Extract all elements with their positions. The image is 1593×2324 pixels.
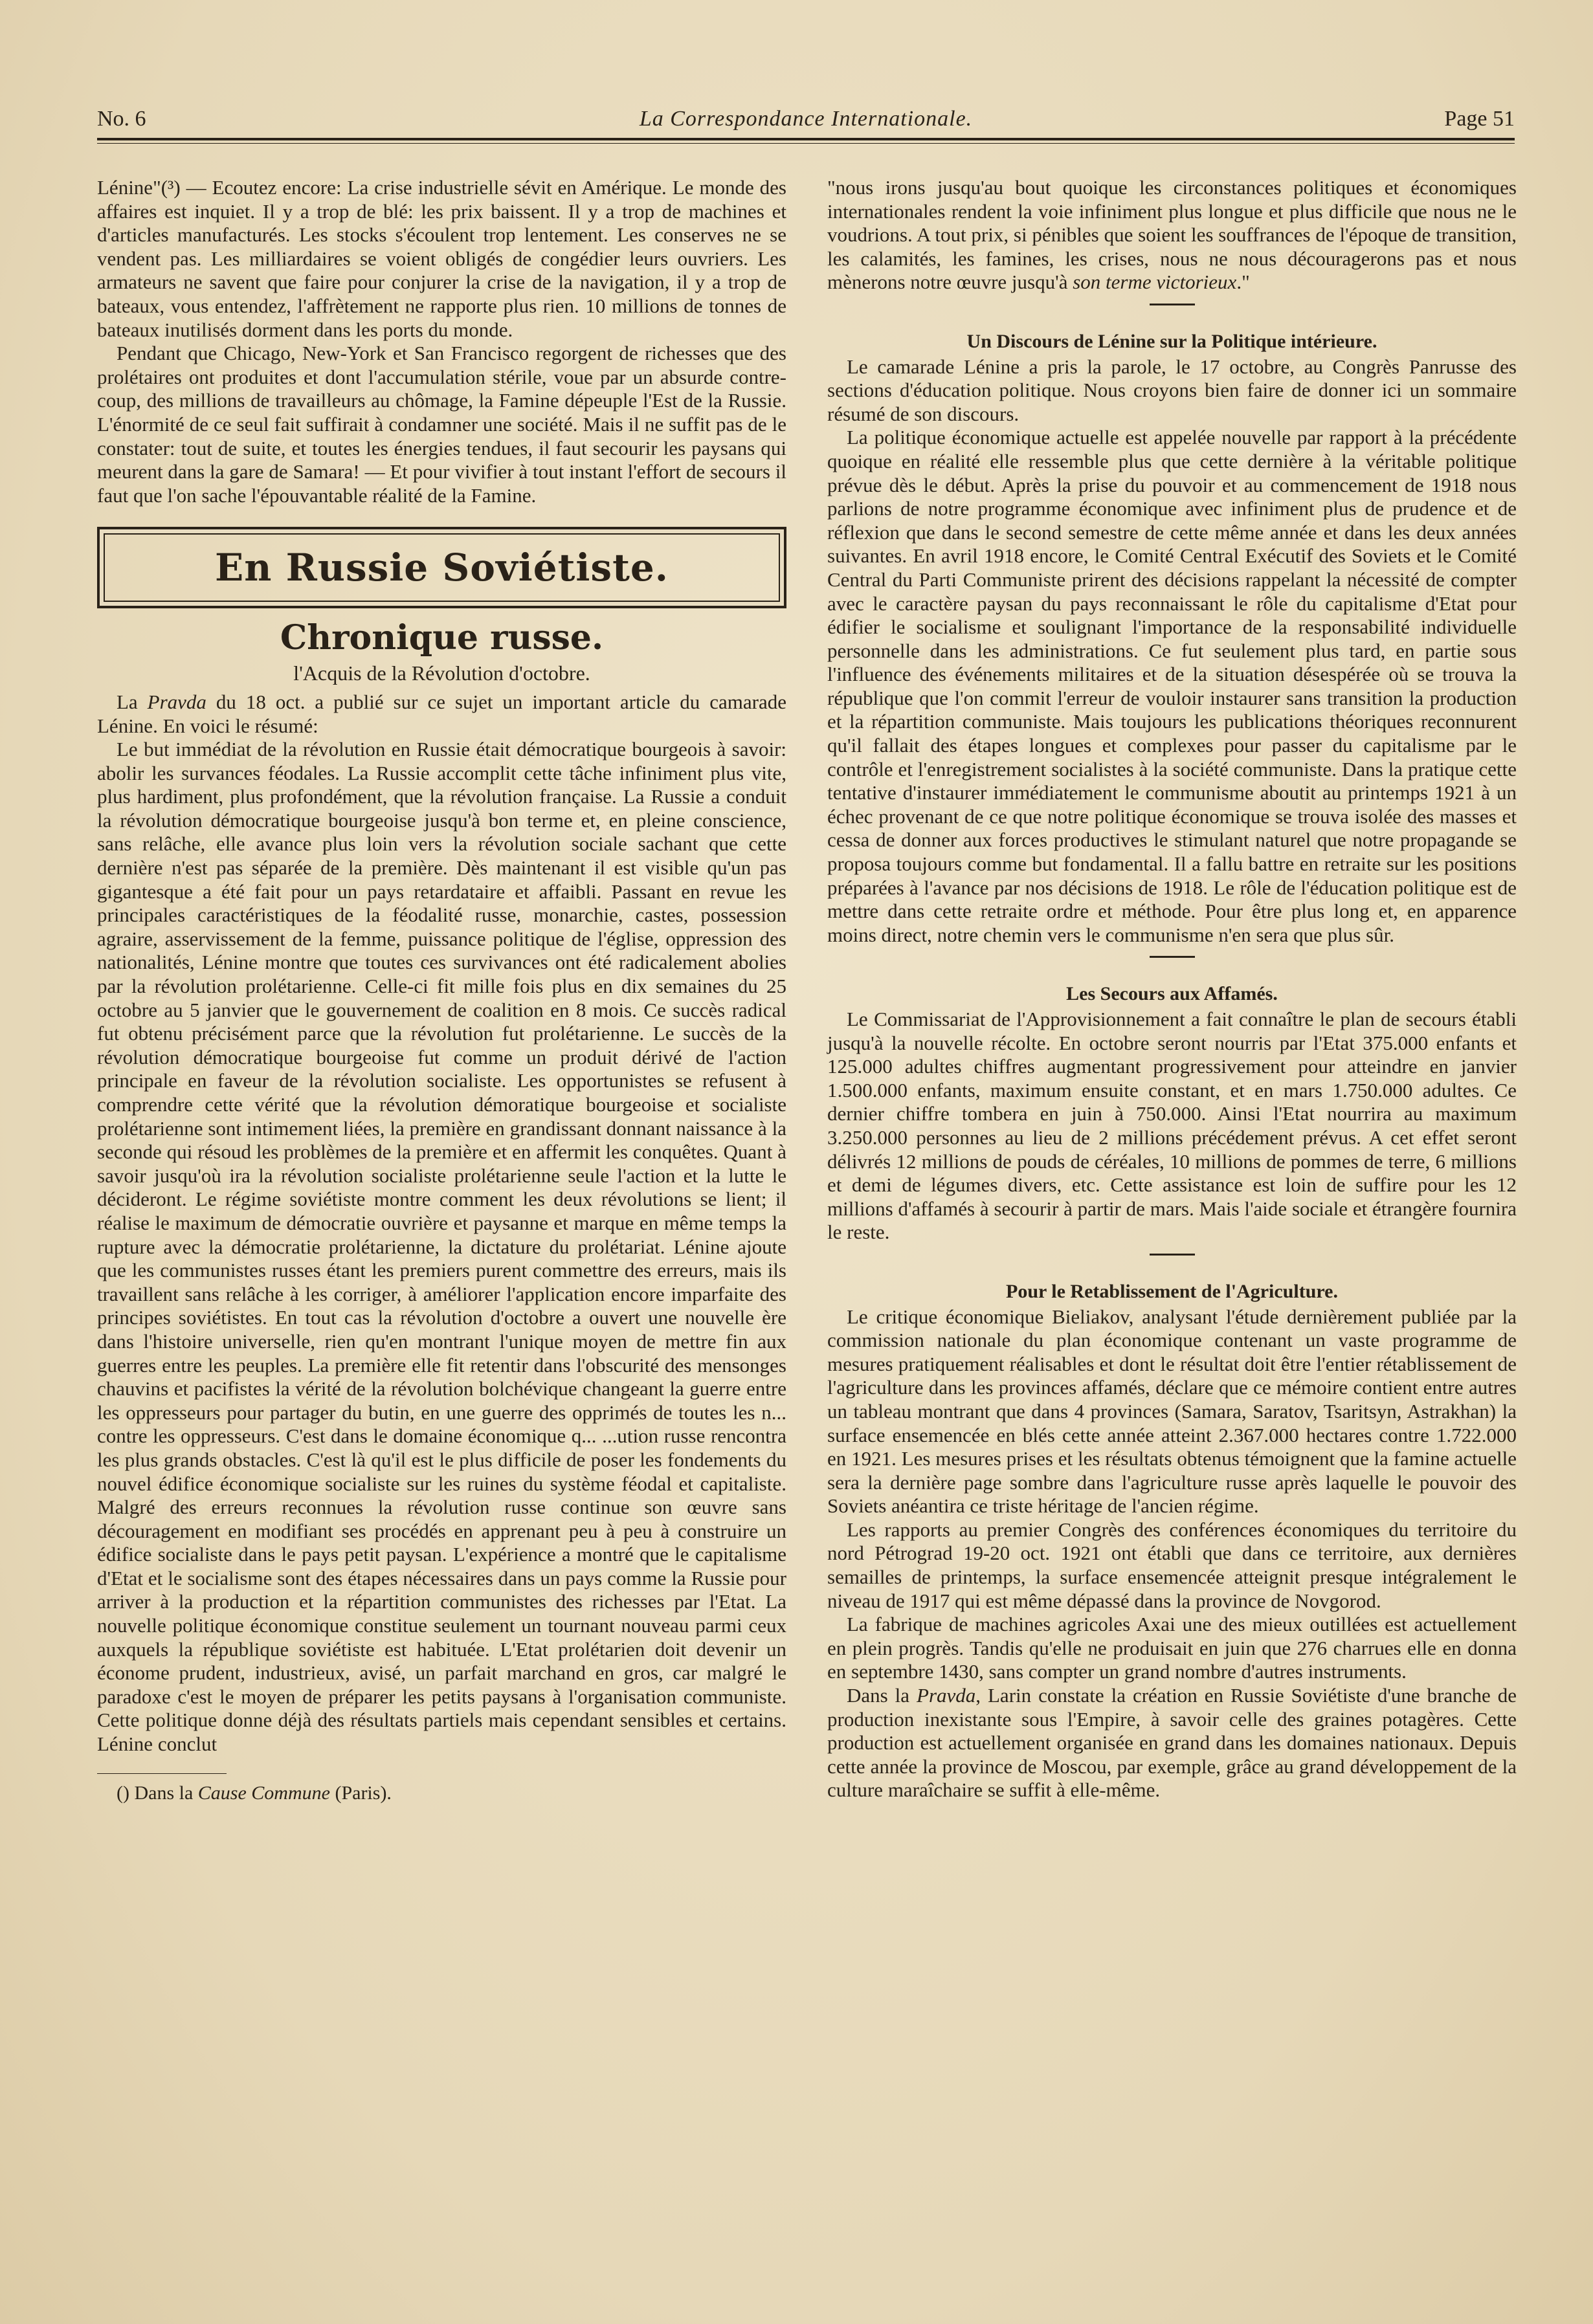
italic-run: Cause Commune bbox=[197, 1782, 330, 1804]
paragraph: Pendant que Chicago, New-York et San Francisco regorgent de richesses que des prolétaires ont produites et dont l'accumulation stérile, voue par un absurde contre-coup, des millions de travailleurs au chômage, la Famine dépeuple l'Est de la Russie. L'énormité de ce seul fait suffirait à condamner une société. Mais il ne suffit pas de le constater: tout de suite, et toutes les énergies tendues, il faut secourir les paysans qui meurent dans la gare de Samara! — Et pour vivifier à tout instant l'effort de secours il faut que l'on sache l'épouvantable réalité de la Famine. bbox=[97, 342, 786, 507]
paragraph: Les rapports au premier Congrès des conférences économiques du territoire du nord Pétrograd 19-20 oct. 1921 ont établi que dans ce territoire, aux dernières semailles de printemps, la surface ensemencée atteignit presque intégralement le niveau de 1917 qui est même dépassé dans la province de Novgorod. bbox=[827, 1518, 1517, 1612]
text-run: La bbox=[117, 690, 148, 713]
paragraph: Le camarade Lénine a pris la parole, le 17 octobre, au Congrès Panrusse des sections d'éducation politique. Nous croyons bien faire de donner ici un sommaire résumé de son discours. bbox=[827, 355, 1517, 425]
text-run: , Larin constate la création en Russie Soviétiste d'une branche de production inexistante sous l'Empire, à savoir celle des graines potagères. Cette production est actuellement organisée en grand dans les domaines nationaux. Depuis cette année la province de Moscou, par exemple, grâce au grand développement de la culture maraîchaire se suffit à elle-même. bbox=[827, 1684, 1517, 1802]
text-run: Dans la bbox=[847, 1684, 917, 1707]
italic-run: Pravda bbox=[147, 690, 206, 713]
separator-rule bbox=[1150, 956, 1195, 958]
section-heading: Pour le Retablissement de l'Agriculture. bbox=[1006, 1280, 1338, 1302]
separator-rule bbox=[1150, 1254, 1195, 1256]
issue-number: No. 6 bbox=[97, 107, 146, 131]
footnote bbox=[97, 1782, 786, 1806]
text-run: du 18 oct. a publié sur ce sujet un important article du camarade Lénine. En voici le résumé: bbox=[97, 690, 786, 737]
journal-title: La Correspondance Internationale. bbox=[639, 107, 973, 131]
paragraph bbox=[827, 176, 1517, 294]
article-title: Chronique russe. bbox=[280, 618, 604, 658]
separator-rule bbox=[1150, 304, 1195, 305]
paragraph: Le but immédiat de la révolution en Russie était démocratique bourgeois à savoir: abolir les survances féodales. La Russie accomplit cette tâche infiniment plus vite, plus hardiment, plus profondément, que la révolution française. La Russie a conduit la révolution démocratique bourgeoise jusqu'à bon terme et, en pleine conscience, sans relâche, elle avance plus loin vers la révolution sociale sachant que cette dernière n'est pas séparée de la première. Dès maintenant il est visible qu'un pas gigantesque a été fait pour un pays retardataire et affaibli. Passant en revue les principales caractéristiques de la féodalité russe, monarchie, castes, possession agraire, asservissement de la femme, puissance politique de l'église, oppression des nationalités, Lénine montre que toutes ces survivances ont été radicalement abolies par la révolution prolétarienne. Celle-ci fit mille fois plus en dix semaines du 25 octobre au 5 janvier que le gouvernement de coalition en 8 mois. Ce succès radical fut obtenu précisément parce que la révolution fut prolétarienne. Le succès de la révolution démocratique bourgeoise fut comme un produit dérivé de l'action principale en faveur de la révolution socialiste. Les opportunistes se refusent à comprendre cette vérité que la révolution démoratique bourgeoise et socialiste prolétarienne sont intimement liées, la première en grandissant donnant naissance à la seconde qui résoud les problèmes de la première et en affermit les conquêtes. Quant à savoir jusqu'où ira la révolution socialiste prolétarienne seule l'action et la lutte le décideront. Le régime soviétiste montre comment les deux révolutions se lient; il réalise le maximum de démocratie ouvrière et paysanne et marque en même temps la rupture avec la démocratie prolétarienne, la dictature du prolétariat. Lénine ajoute que les communistes russes étant les premiers purent commettre des erreurs, mais ils travaillent sans relâche à les corriger, à améliorer l'application encore imparfaite des principes soviétistes. En tout cas la révolution d'octobre a ouvert une nouvelle ère dans l'histoire universelle, rien qu'en montrant l'unique moyen de mettre fin aux guerres entre les peuples. La première elle fit retentir dans l'obscurité des mensonges chauvins et pacifistes la vérité de la révolution bolchévique changeant la guerre entre les oppresseurs pour partager du butin, en une guerre des opprimés de toutes les n... contre les oppresseurs. C'est dans le domaine économique q... ...ution russe rencontra les plus grands obstacles. C'est là qu'il est le plus difficile de poser les fondements du nouvel édifice économique socialiste sur les ruines du système féodal et capitaliste. Malgré des erreurs reconnues la révolution russe continue son œuvre sans découragement en modifiant ses procédés en apprenant peu à peu à construire un édifice socialiste dans le pays petit paysan. L'expérience a montré que le capitalisme d'Etat et le socialisme sont des étapes nécessaires dans un pays comme la Russie pour arriver à la production et la répartition communistes des richesses par l'Etat. La nouvelle politique économique constitue seulement un tournant nouveau parmi ceux auxquels la république soviétiste est habituée. L'Etat prolétarien doit devenir un économe prudent, industrieux, avisé, un parfait marchand en gros, car malgré le paradoxe c'est le moyen de préparer les petits paysans à l'organisation communiste. Cette politique donne déjà des résultats partiels mais cependant sensibles et certains. Lénine conclut bbox=[97, 738, 786, 1756]
header-rule-thin bbox=[97, 143, 1515, 144]
italic-run: Pravda bbox=[917, 1684, 976, 1707]
footnote-rule bbox=[97, 1773, 227, 1774]
paragraph: La politique économique actuelle est appelée nouvelle par rapport à la précédente quoique en réalité elle ressemble plus que cette dernière à la véritable politique prévue dès le début. Après la prise du pouvoir et au commencement de 1918 nous parlions de notre programme économique avec infiniment plus de prudence et de réflexion que dans le second semestre de cette même année et dans les deux années suivantes. En avril 1918 encore, le Comité Central Exécutif des Soviets et le Comité Central du Parti Communiste prirent des décisions rappelant la nécessité de compter avec le caractère paysan du pays reconnaissant le rôle du capitalisme d'Etat pour édifier le socialisme et soulignant l'importance de la responsabilité individuelle personnelle dans les administrations. Ce fut seulement plus tard, en partie sous l'influence des événements militaires et de la situation désespérée où se trouva la république que l'on commit l'erreur de vouloir instaurer sans transition la production et la répartition communiste. Mais toujours les publications théoriques reconnurent qu'il fallait des étapes longues et complexes pour passer du capitalisme par le contrôle et l'enregistrement socialistes à la société communiste. Dans la pratique cette tentative d'instaurer immédiatement le communisme aboutit au printemps 1921 à un échec provenant de ce que notre politique économique se trouva isolée des masses et cessa de donner aux forces productives le stimulant naturel que notre propagande se proposa toujours comme but fondamental. Il a fallu battre en retraite sur les positions préparées à l'avance par nos décisions de 1918. Le rôle de l'éducation politique est de mettre dans cette retraite ordre et méthode. Pour être plus long et, en apparence moins direct, notre chemin vers le communisme n'en sera que plus sûr. bbox=[827, 426, 1517, 946]
banner-title: En Russie Soviétiste. bbox=[215, 546, 669, 590]
paragraph bbox=[97, 691, 786, 738]
paragraph: La fabrique de machines agricoles Axai une des mieux outillées est actuellement en plein progrès. Tandis qu'elle ne produisait en juin que 276 charrues elle en donna en septembre 1430, sans compter un grand nombre d'autres instruments. bbox=[827, 1613, 1517, 1683]
left-column bbox=[97, 176, 786, 1805]
right-column bbox=[827, 176, 1517, 1802]
text-run: "nous irons jusqu'au bout quoique les circonstances politiques et économiques internationales rendent la voie infiniment plus longue et plus difficile que nous ne le voudrions. A tout prix, si pénibles que soient les souffrances de l'époque de transition, les calamités, les famines, les crises, nous ne nous découragerons pas et nous mènerons notre œuvre jusqu'à bbox=[827, 176, 1517, 294]
text-run: (Paris). bbox=[329, 1782, 392, 1804]
italic-run: son terme victorieux bbox=[1073, 271, 1237, 294]
paragraph: Le Commissariat de l'Approvisionnement a fait connaître le plan de secours établi jusqu'à la nouvelle récolte. En octobre seront nourris par l'Etat 375.000 enfants et 125.000 adultes chiffres augmentant progressivement pour atteindre en janvier 1.500.000 enfants, maximum ensuite constant, et en mars 1.750.000 adultes. Ce dernier chiffre tombera en juin à 750.000. Ainsi l'Etat nourrira au maximum 3.250.000 personnes au lieu de 2 millions précédement prévus. A cet effet seront délivrés 12 millions de pouds de céréales, 10 millions de pommes de terre, 6 millions et demi de légumes divers, etc. Cette assistance est loin de suffire pour les 12 millions d'affamés à secourir à partir de mars. Mais l'aide sociale et étrangère fournira le reste. bbox=[827, 1008, 1517, 1244]
paragraph bbox=[827, 1684, 1517, 1802]
section-heading: Les Secours aux Affamés. bbox=[1066, 983, 1278, 1005]
section-banner bbox=[97, 527, 786, 608]
page-number: Page 51 bbox=[1444, 107, 1515, 131]
paragraph: Lénine"(³) — Ecoutez encore: La crise industrielle sévit en Amérique. Le monde des affaires est inquiet. Il y a trop de blé: les prix baissent. Il y a trop de machines et d'articles manufacturés. Les stocks s'écoulent trop lentement. Les conserves ne se vendent pas. Les milliardaires se voient obligés de congédier leurs ouvriers. Les armateurs ne savent que faire pour conjurer la crise de la navigation, il y a trop de bateaux, vous entendez, l'affrètement ne rapporte plus rien. 10 millions de tonnes de bateaux inutilisés dorment dans les ports du monde. bbox=[97, 176, 786, 341]
header-rule bbox=[97, 138, 1515, 140]
section-heading: Un Discours de Lénine sur la Politique intérieure. bbox=[966, 330, 1377, 352]
paragraph: Le critique économique Bieliakov, analysant l'étude dernièrement publiée par la commission nationale du plan économique contenant un vaste programme de mesures pratiquement réalisables et dont le résultat doit être l'entier rétablissement de l'agriculture dans les provinces affamés, déclare que ce mémoire contient entre autres un tableau montrant que dans 4 provinces (Samara, Saratov, Tsaritsyn, Astrakhan) la surface ensemencée en blés cette année atteint 2.367.000 hectares contre 1.722.000 en 1921. Les mesures prises et les résultats obtenus témoignent que la famine actuelle sera la dernière page sombre dans l'agriculture russe après laquelle le pouvoir des Soviets anéantira ce triste héritage de l'ancien régime. bbox=[827, 1305, 1517, 1518]
text-run: () Dans la bbox=[117, 1782, 198, 1804]
text-run: ." bbox=[1236, 271, 1250, 294]
article-subtitle: l'Acquis de la Révolution d'octobre. bbox=[293, 661, 590, 685]
